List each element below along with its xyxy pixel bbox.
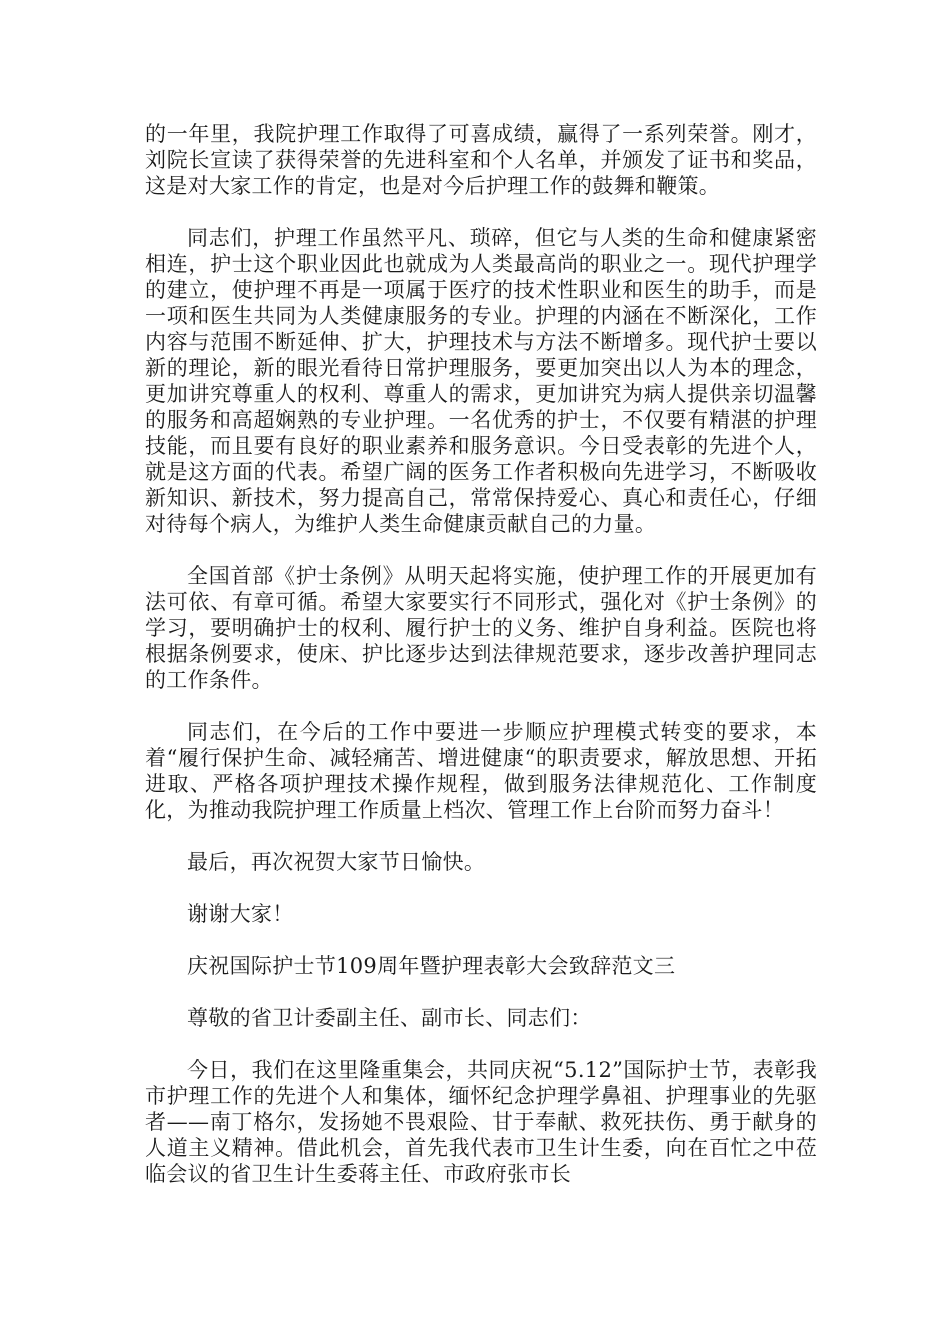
paragraph-thanks: 谢谢大家！: [187, 902, 294, 926]
paragraph-4: 同志们，在今后的工作中要进一步顺应护理模式转变的要求，本着“履行保护生命、减轻痛苦、增进健康“的职责要求，解放思想、开拓进取、严格各项护理技术操作规程，做到服务法律规范化、工作制度化，为推动我院护理工作质量上档次、管理工作上台阶而努力奋斗！: [145, 720, 817, 822]
paragraph-3: 全国首部《护士条例》从明天起将实施，使护理工作的开展更加有法可依、有章可循。希望大家要实行不同形式，强化对《护士条例》的学习，要明确护士的权利、履行护士的义务、维护自身利益。医院也将根据条例要求，使床、护比逐步达到法律规范要求，逐步改善护理同志的工作条件。: [145, 564, 817, 692]
document-body: [145, 121, 817, 1187]
section-heading: 庆祝国际护士节109周年暨护理表彰大会致辞范文三: [187, 954, 676, 978]
paragraph-closing: 最后，再次祝贺大家节日愉快。: [187, 850, 486, 874]
paragraph-2: 同志们，护理工作虽然平凡、琐碎，但它与人类的生命和健康紧密相连，护士这个职业因此也就成为人类最高尚的职业之一。现代护理学的建立，使护理不再是一项属于医疗的技术性职业和医生的助手，而是一项和医生共同为人类健康服务的专业。护理的内涵在不断深化，工作内容与范围不断延伸、扩大，护理技术与方法不断增多。现代护士要以新的理论，新的眼光看待日常护理服务，要更加突出以人为本的理念，更加讲究尊重人的权利、尊重人的需求，更加讲究为病人提供亲切温馨的服务和高超娴熟的专业护理。一名优秀的护士，不仅要有精湛的护理技能，而且要有良好的职业素养和服务意识。今日受表彰的先进个人，就是这方面的代表。希望广阔的医务工作者积极向先进学习，不断吸收新知识、新技术，努力提高自己，常常保持爱心、真心和责任心，仔细对待每个病人，为维护人类生命健康贡献自己的力量。: [145, 226, 817, 536]
salutation: 尊敬的省卫计委副主任、副市长、同志们：: [187, 1006, 592, 1030]
paragraph-1: 的一年里，我院护理工作取得了可喜成绩，赢得了一系列荣誉。刚才，刘院长宣读了获得荣誉的先进科室和个人名单，并颁发了证书和奖品，这是对大家工作的肯定，也是对今后护理工作的鼓舞和鞭策。: [145, 122, 817, 198]
paragraph-opening: 今日，我们在这里隆重集会，共同庆祝“5.12”国际护士节，表彰我市护理工作的先进个人和集体，缅怀纪念护理学鼻祖、护理事业的先驱者——南丁格尔，发扬她不畏艰险、甘于奉献、救死扶伤、勇于献身的人道主义精神。借此机会，首先我代表市卫生计生委，向在百忙之中莅临会议的省卫生计生委蒋主任、市政府张市长: [145, 1058, 817, 1186]
